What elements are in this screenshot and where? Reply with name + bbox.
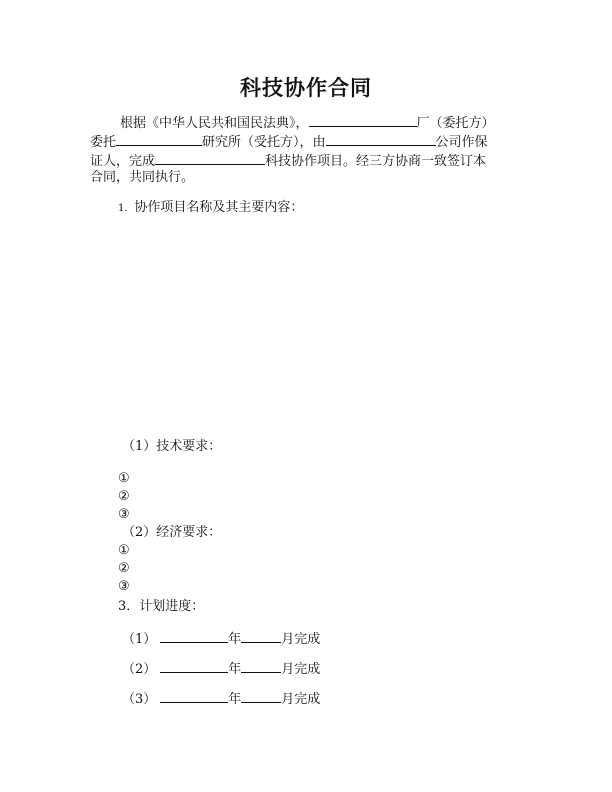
- month-blank[interactable]: [241, 658, 281, 673]
- econ-item-1: ①: [118, 543, 130, 558]
- month-label: 月完成: [281, 632, 321, 647]
- year-label: 年: [228, 632, 242, 647]
- factory-name-blank[interactable]: [309, 112, 417, 127]
- intro-text: 证人，完成: [90, 154, 156, 169]
- schedule-number: （2）: [122, 662, 157, 677]
- schedule-number: （1）: [122, 632, 157, 647]
- intro-line-4: 合同，共同执行。: [90, 170, 195, 185]
- intro-line-2: [90, 131, 488, 152]
- institute-name-blank[interactable]: [116, 131, 202, 146]
- intro-text: 委托: [90, 135, 117, 150]
- tech-item-1: ①: [118, 471, 130, 486]
- month-label: 月完成: [281, 662, 321, 677]
- month-label: 月完成: [281, 692, 321, 707]
- schedule-row: [122, 628, 320, 649]
- year-label: 年: [228, 692, 242, 707]
- year-blank[interactable]: [160, 658, 228, 673]
- year-blank[interactable]: [160, 628, 228, 643]
- econ-item-3: ③: [118, 579, 130, 594]
- tech-requirements-label: （1）技术要求：: [122, 439, 222, 454]
- intro-text: 厂（委托方）: [416, 116, 495, 131]
- econ-item-2: ②: [118, 561, 130, 576]
- month-blank[interactable]: [241, 688, 281, 703]
- contract-title: 科技协作合同: [240, 76, 372, 100]
- section-3-heading: 3．计划进度：: [118, 599, 205, 614]
- intro-text: 根据《中华人民共和国民法典》，: [120, 116, 309, 131]
- schedule-row: [122, 658, 320, 679]
- section-label: 协作项目名称及其主要内容：: [134, 200, 304, 215]
- schedule-row: [122, 688, 320, 709]
- section-1-heading: [118, 199, 303, 218]
- tech-item-3: ③: [118, 507, 130, 522]
- year-blank[interactable]: [160, 688, 228, 703]
- intro-line-1: [120, 112, 495, 133]
- project-name-blank[interactable]: [155, 150, 265, 165]
- intro-text: 科技协作项目。经三方协商一致签订本: [265, 154, 487, 169]
- company-name-blank[interactable]: [326, 131, 436, 146]
- intro-text: 研究所（受托方），由: [202, 135, 326, 150]
- year-label: 年: [228, 662, 242, 677]
- intro-line-3: [90, 150, 486, 171]
- tech-item-2: ②: [118, 489, 130, 504]
- econ-requirements-label: （2）经济要求：: [122, 525, 222, 540]
- month-blank[interactable]: [241, 628, 281, 643]
- schedule-number: （3）: [122, 692, 157, 707]
- intro-text: 公司作保: [435, 135, 488, 150]
- section-number: 1．: [118, 203, 135, 214]
